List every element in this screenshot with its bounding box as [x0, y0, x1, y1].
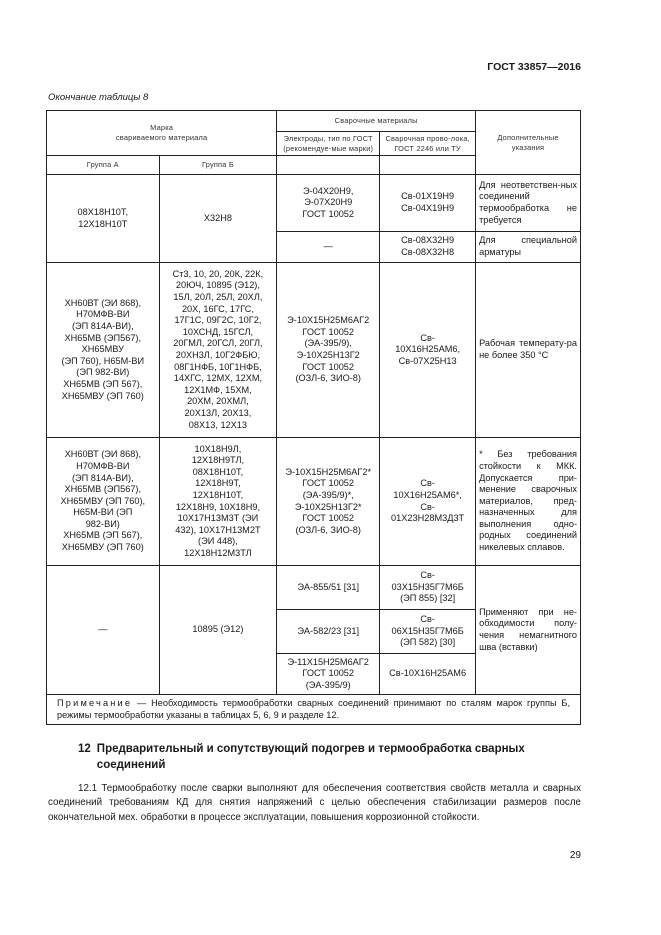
r2-note: Рабочая температу-ра не более 350 °С: [476, 263, 581, 438]
r3-group-b: 10Х18Н9Л, 12Х18Н9ТЛ, 08Х18Н10Т, 12Х18Н9Т, 12Х18Н10Т, 12Х18Н9, 10Х18Н9, 10Х17Н13М3Т (ЭИ 432), 10Х17Н13М2Т (ЭИ 448), 12Х18Н12М3ТЛ: [159, 438, 277, 566]
r1-electrodes-2: —: [277, 232, 380, 263]
r2-group-a: ХН60ВТ (ЭИ 868), Н70МФВ-ВИ (ЭП 814А-ВИ), ХН65МВ (ЭП567), ХН65МВУ (ЭП 760), Н65М-ВИ (ЭП 982-ВИ) ХН65МВ (ЭП 567), ХН65МВУ (ЭП 760): [47, 263, 160, 438]
r1-group-a: 08Х18Н10Т, 12Х18Н10Т: [47, 175, 160, 263]
header-welding-materials: Сварочные материалы: [277, 111, 476, 132]
r2-electrodes: Э-10Х15Н25М6АГ2 ГОСТ 10052 (ЭА-395/9), Э-10Х25Н13Г2 ГОСТ 10052 (ОЗЛ-6, ЗИО-8): [277, 263, 380, 438]
table-caption: Окончание таблицы 8: [48, 92, 149, 103]
header-extra-notes: Дополнительные указания: [476, 111, 581, 175]
table-note: [47, 695, 581, 725]
page-number: 29: [569, 850, 581, 861]
section-number: 12: [78, 743, 91, 755]
r2-group-b: Ст3, 10, 20, 20К, 22К, 20ЮЧ, 10895 (Э12), 15Л, 20Л, 25Л, 20ХЛ, 20Х, 16ГС, 17ГС, 17Г1С, 09Г2С, 10Г2, 10ХСНД, 15ГСЛ, 20ГМЛ, 20ГСЛ, 20ГЛ, 20ХН3Л, 10Г2ФБЮ, 08Г1НФБ, 10Г1НФБ, 14ХГС, 12МХ, 12ХМ, 12Х1МФ, 15ХМ, 20ХМ, 20ХМЛ, 20Х13Л, 20Х13, 08Х13, 12Х13: [159, 263, 277, 438]
r3-wire: Св- 10Х16Н25АМ6*, Св- 01Х23Н28М3Д3Т: [380, 438, 476, 566]
r2-wire: Св- 10Х16Н25АМ6, Св-07Х25Н13: [380, 263, 476, 438]
header-group-a: Группа А: [47, 156, 160, 175]
note-text: — Необходимость термообработки сварных соединений принимают по сталям марок группы Б, режимы термообработки указаны в таблицах 5, 6, 9 и разделе 12.: [57, 698, 570, 720]
r4-electrodes-1: ЭА-855/51 [31]: [277, 566, 380, 610]
r1-group-b: Х32Н8: [159, 175, 277, 263]
r1-wire-1: Св-01Х19Н9 Св-04Х19Н9: [380, 175, 476, 232]
r4-wire-1: Св- 03Х15Н35Г7М6Б (ЭП 855) [32]: [380, 566, 476, 610]
note-label: Примечание: [57, 698, 133, 708]
r1-wire-2: Св-08Х32Н9 Св-08Х32Н8: [380, 232, 476, 263]
r4-note: Применяют при не-обходимости полу-чения немагнитного шва (вставки): [476, 566, 581, 695]
materials-table: [46, 110, 581, 725]
r4-group-a: —: [47, 566, 160, 695]
header-welding-wire: Сварочная прово-лока, ГОСТ 2246 или ТУ: [380, 132, 476, 156]
header-group-b: Группа Б: [159, 156, 277, 175]
r4-wire-2: Св- 06Х15Н35Г7М6Б (ЭП 582) [30]: [380, 610, 476, 654]
r1-electrodes-1: Э-04Х20Н9, Э-07Х20Н9 ГОСТ 10052: [277, 175, 380, 232]
r4-electrodes-3: Э-11Х15Н25М6АГ2 ГОСТ 10052 (ЭА-395/9): [277, 654, 380, 695]
header-marka: Марка свариваемого материала: [47, 111, 277, 156]
r1-note-1: Для неответствен-ных соединений термообработка не требуется: [476, 175, 581, 232]
r4-group-b: 10895 (Э12): [159, 566, 277, 695]
r3-note: * Без требования стойкости к МКК. Допускается при-менение сварочных материалов, пред-назначенных для выполнения одно-родных соединений никелевых сплавов.: [476, 438, 581, 566]
paragraph-12-1: 12.1 Термообработку после сварки выполняют для обеспечения соответствия свойств металла и сварных соединений требованиям КД для снятия напряжений с целью обеспечения стабилизации размеров после окончательной мех. обработки в процессе эксплуатации, повышения коррозионной стойкости.: [48, 783, 581, 823]
section-heading: [78, 741, 557, 773]
r3-group-a: ХН60ВТ (ЭИ 868), Н70МФВ-ВИ (ЭП 814А-ВИ), ХН65МВ (ЭП567), ХН65МВУ (ЭП 760), Н65М-ВИ (ЭП 982-ВИ) ХН65МВ (ЭП 567), ХН65МВУ (ЭП 760): [47, 438, 160, 566]
r1-note-2: Для специальной арматуры: [476, 232, 581, 263]
standard-header: ГОСТ 33857—2016: [487, 61, 581, 73]
r4-electrodes-2: ЭА-582/23 [31]: [277, 610, 380, 654]
r4-wire-3: Св-10Х16Н25АМ6: [380, 654, 476, 695]
r3-electrodes: Э-10Х15Н25М6АГ2* ГОСТ 10052 (ЭА-395/9)*, Э-10Х25Н13Г2* ГОСТ 10052 (ОЗЛ-6, ЗИО-8): [277, 438, 380, 566]
header-electrodes: Электроды, тип по ГОСТ (рекомендуе-мые марки): [277, 132, 380, 156]
section-title: Предварительный и сопутствующий подогрев и термообработка сварных соединений: [96, 743, 525, 771]
